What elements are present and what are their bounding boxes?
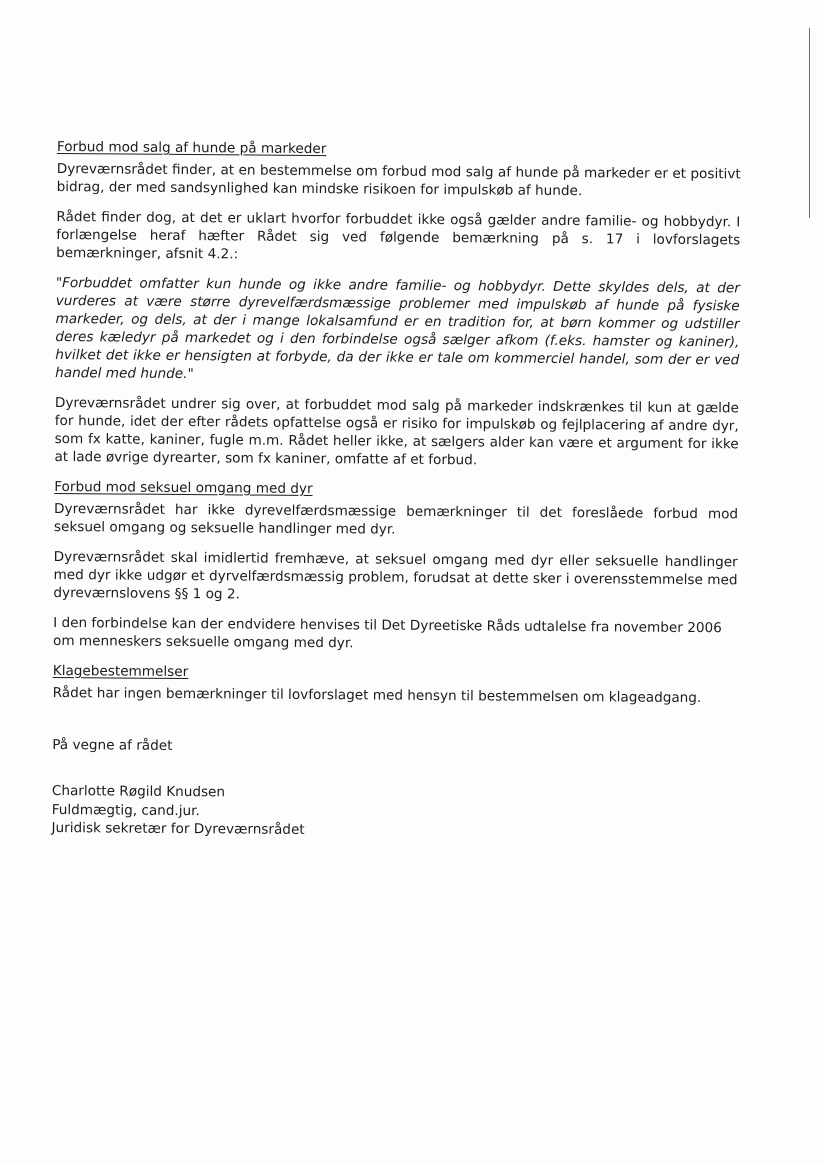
- paragraph: Dyreværnsrådet skal imidlertid fremhæve, at seksuel omgang med dyr eller seksuelle handlinger med dyr ikke udgør et dyrvelfærdsmæssig problem, forudsat at dette sker i overensstemmelse med dyreværnslovens §§ 1 og 2.: [53, 548, 738, 603]
- paragraph: I den forbindelse kan der endvidere henvises til Det Dyreetiske Råds udtalelse fra november 2006 om menneskers seksuelle omgang med dyr.: [52, 614, 722, 652]
- paragraph: Dyreværnsrådet finder, at en bestemmelse om forbud mod salg af hunde på markeder er et positivt bidrag, der med sandsynlighed kan mindske risikoen for impulskøb af hunde.: [56, 160, 741, 200]
- signature-title: Fuldmægtig, cand.jur.: [51, 801, 200, 819]
- document-body: [52, 138, 741, 843]
- section-heading: Forbud mod salg af hunde på markeder: [56, 138, 327, 158]
- section-market-sale: [54, 138, 741, 471]
- signature-block: [52, 782, 736, 843]
- paragraph: Dyreværnsrådet har ikke dyrevelfærdsmæssige bemærkninger til det foreslåede forbud mod seksuel omgang og seksuelle handlinger med dyr.: [53, 500, 739, 538]
- section-heading: Forbud mod seksuel omgang med dyr: [54, 478, 313, 498]
- section-sexual-conduct: [53, 478, 738, 655]
- signature-name: Charlotte Røgild Knudsen: [51, 782, 226, 801]
- section-complaints: [53, 662, 737, 707]
- scan-edge-line: [809, 28, 810, 218]
- signoff-text: På vegne af rådet: [52, 736, 173, 754]
- signature-role: Juridisk sekretær for Dyreværnsrådet: [51, 819, 305, 838]
- quoted-paragraph: "Forbuddet omfatter kun hunde og ikke andre familie- og hobbydyr. Dette skyldes dels, at der vurderes at være større dyrevelfærdsmæssige problemer med impulskøb af hunde på fysiske markeder, og dels, at der i mange lokalsamfund er en tradition for, at børn kommer og udstiller deres kæledyr på markedet og i den forbindelse også sælger afkom (f.eks. hamster og kaniner), hvilket det ikke er hensigten at forbyde, da der ikke er tale om kommerciel handel, som der er ved handel med hunde.": [55, 274, 740, 383]
- paragraph: Rådet finder dog, at det er uklart hvorfor forbuddet ikke også gælder andre familie- og hobbydyr. I forlængelse heraf hæfter Rådet sig ved følgende bemærkning på s. 17 i lovforslagets bemærkninger, afsnit 4.2.:: [56, 208, 741, 263]
- paragraph: Dyreværnsrådet undrer sig over, at forbuddet mod salg på markeder indskrænkes til kun at gælde for hunde, idet der efter rådets opfattelse også er risiko for impulskøb og fejlplacering af andre dyr, som fx katte, kaniner, fugle m.m. Rådet heller ikke, at sælgers alder kan være et argument for ikke at lade øvrige dyrearter, som fx kaniner, omfatte af et forbud.: [54, 394, 739, 469]
- section-heading: Klagebestemmelser: [52, 662, 189, 681]
- paragraph: Rådet har ingen bemærkninger til lovforslaget med hensyn til bestemmelsen om klageadgang.: [52, 684, 702, 707]
